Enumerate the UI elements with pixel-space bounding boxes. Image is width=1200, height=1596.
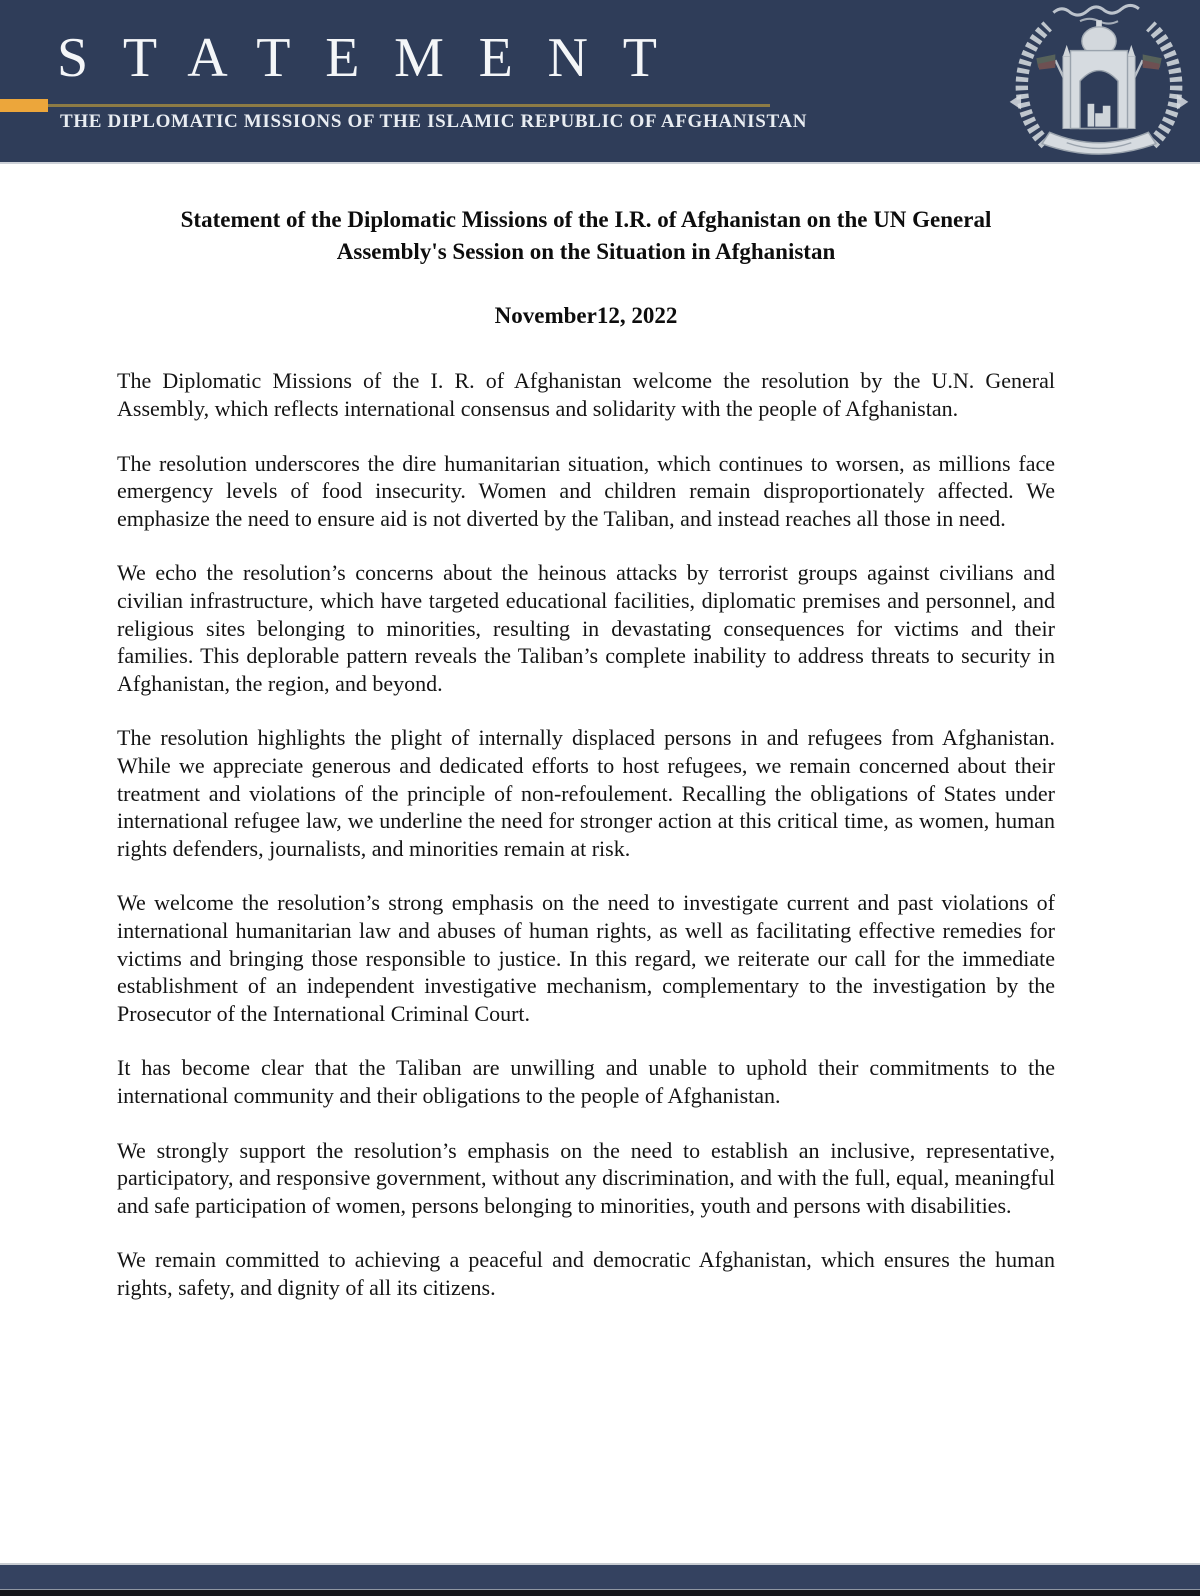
- paragraph-5: We welcome the resolution’s strong emphasis on the need to investigate current and past violations of international humanitarian law and abuses of human rights, as well as facilitating effective remedies for victims and bringing those responsible to justice. In this regard, we reiterate our call for the immediate establishment of an independent investigative mechanism, complementary to the investigation by the Prosecutor of the International Criminal Court.: [117, 890, 1055, 1026]
- paragraph-7: We strongly support the resolution’s emphasis on the need to establish an inclusive, representative, participatory, and responsive government, without any discrimination, and with the full, equal, meaningful and safe participation of women, persons belonging to minorities, youth and persons with disabilities.: [117, 1137, 1055, 1218]
- paragraph-list: [117, 367, 1055, 1301]
- paragraph-2: The resolution underscores the dire humanitarian situation, which continues to worsen, as millions face emergency levels of food insecurity. Women and children remain disproportionately affected. We emphasize the need to ensure aid is not diverted by the Taliban, and instead reaches all those in need.: [117, 450, 1055, 531]
- letterhead-banner: [0, 0, 1200, 164]
- document-date: November12, 2022: [494, 303, 678, 329]
- gold-rule-divider: [0, 104, 770, 107]
- footer-navy-band: [0, 1565, 1200, 1589]
- gold-accent-bar: [0, 99, 48, 112]
- afghanistan-emblem-icon: [1004, 0, 1194, 162]
- document-body: [0, 164, 1200, 1563]
- paragraph-3: We echo the resolution’s concerns about the heinous attacks by terrorist groups against civilians and civilian infrastructure, which have targeted educational facilities, diplomatic premises and personnel, and religious sites belonging to minorities, resulting in devastating consequences for victims and their families. This deplorable pattern reveals the Taliban’s complete inability to address threats to security in Afghanistan, the region, and beyond.: [117, 560, 1055, 696]
- paragraph-1: The Diplomatic Missions of the I. R. of Afghanistan welcome the resolution by the U.N. General Assembly, which reflects international consensus and solidarity with the people of Afghanistan.: [117, 368, 1055, 422]
- page-footer: [0, 1563, 1200, 1596]
- statement-wordmark: STATEMENT: [57, 27, 692, 89]
- footer-dark-strip: [0, 1590, 1200, 1596]
- paragraph-8: We remain committed to achieving a peaceful and democratic Afghanistan, which ensures the human rights, safety, and dignity of all its citizens.: [117, 1247, 1055, 1300]
- paragraph-4: The resolution highlights the plight of internally displaced persons in and refugees from Afghanistan. While we appreciate generous and dedicated efforts to host refugees, we remain concerned about their treatment and violations of the principle of non-refoulement. Recalling the obligations of States under international refugee law, we underline the need for stronger action at this critical time, as women, human rights defenders, journalists, and minorities remain at risk.: [117, 725, 1055, 861]
- missions-subtitle: THE DIPLOMATIC MISSIONS OF THE ISLAMIC REPUBLIC OF AFGHANISTAN: [60, 111, 808, 132]
- paragraph-6: It has become clear that the Taliban are unwilling and unable to uphold their commitments to the international community and their obligations to the people of Afghanistan.: [117, 1055, 1055, 1108]
- document-title: Statement of the Diplomatic Missions of the I.R. of Afghanistan on the UN General Assembly's Session on the Situation in Afghanistan: [180, 207, 992, 264]
